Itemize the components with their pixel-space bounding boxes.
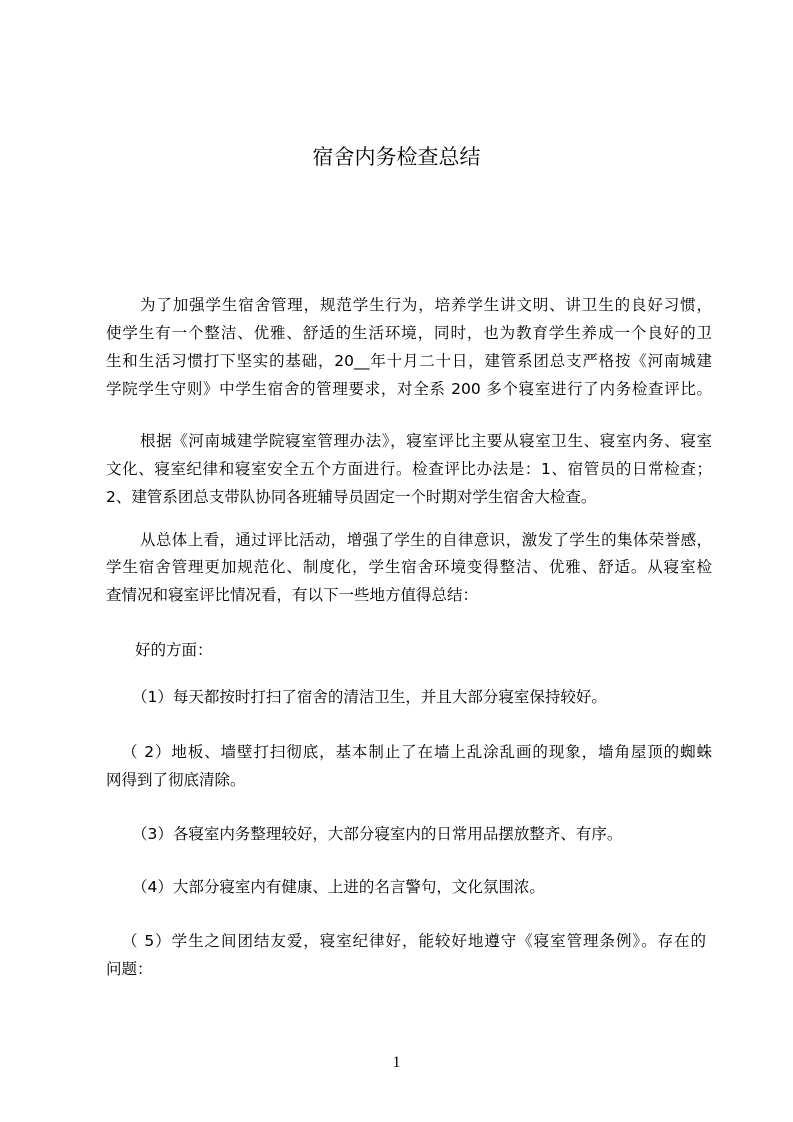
item-3: （3）各寝室内务整理较好，大部分寝室内的日常用品摆放整齐、有序。 (132, 825, 623, 843)
item-5-line-2: 问题： (106, 960, 153, 978)
page-number: 1 (392, 1054, 401, 1071)
paragraph-1-line-1: 为了加强学生宿舍管理，规范学生行为，培养学生讲文明、讲卫生的良好习惯， (140, 296, 712, 314)
paragraph-1-line-4: 学院学生守则》中学生宿舍的管理要求，对全系 200 多个寝室进行了内务检查评比。 (106, 380, 712, 398)
paragraph-1-line-3: 生和生活习惯打下坚实的基础，20__年十月二十日，建管系团总支严格按《河南城建 (106, 352, 712, 370)
item-4: （4）大部分寝室内有健康、上进的名言警句，文化氛围浓。 (132, 878, 545, 896)
paragraph-3-line-3: 查情况和寝室评比情况看，有以下一些地方值得总结： (106, 586, 479, 604)
paragraph-1-line-2: 使学生有一个整洁、优雅、舒适的生活环境，同时，也为教育学生养成一个良好的卫 (106, 324, 712, 342)
item-5-line-1: （ 5）学生之间团结友爱，寝室纪律好，能较好地遵守《寝室管理条例》。存在的 (122, 932, 706, 950)
item-1: （1）每天都按时打扫了宿舍的清洁卫生，并且大部分寝室保持较好。 (132, 688, 607, 706)
paragraph-2-line-2: 文化、寝室纪律和寝室安全五个方面进行。检查评比办法是：1、宿管员的日常检查； (106, 460, 712, 478)
paragraph-2-line-1: 根据《河南城建学院寝室管理办法》，寝室评比主要从寝室卫生、寝室内务、寝室 (140, 432, 712, 450)
good-aspects-heading: 好的方面： (135, 641, 213, 659)
item-2-line-2: 网得到了彻底清除。 (106, 771, 246, 789)
document-title: 宿舍内务检查总结 (312, 145, 481, 169)
item-2-line-1: （ 2）地板、墙壁打扫彻底，基本制止了在墙上乱涂乱画的现象，墙角屋顶的蜘蛛 (122, 743, 712, 761)
paragraph-3-line-2: 学生宿舍管理更加规范化、制度化，学生宿舍环境变得整洁、优雅、舒适。从寝室检 (106, 558, 712, 576)
paragraph-2-line-3: 2、建管系团总支带队协同各班辅导员固定一个时期对学生宿舍大检查。 (106, 488, 597, 506)
paragraph-3-line-1: 从总体上看，通过评比活动，增强了学生的自律意识，激发了学生的集体荣誉感， (140, 531, 712, 549)
